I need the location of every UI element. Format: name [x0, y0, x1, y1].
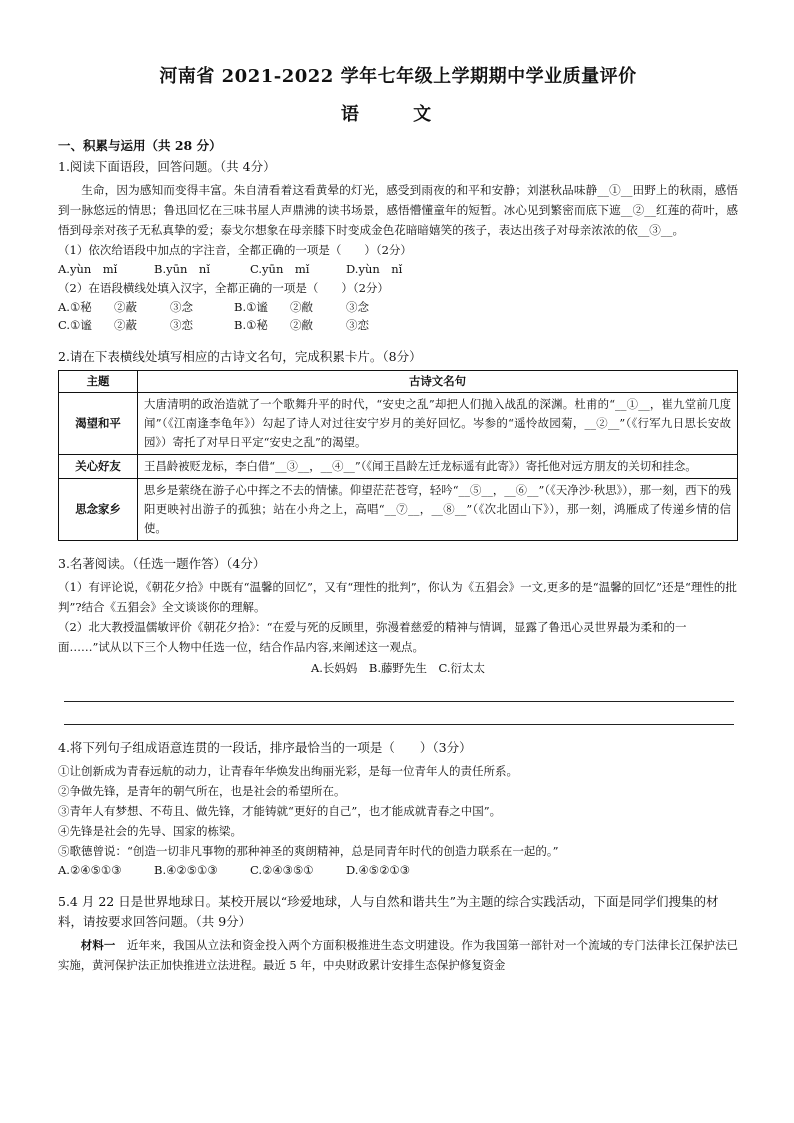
row-topic: 关心好友	[59, 455, 138, 479]
q4-item: ④先锋是社会的先导、国家的栋梁。	[58, 824, 242, 838]
option: ②敝	[290, 300, 313, 314]
option: B.①秘	[234, 318, 268, 332]
row-topic: 渴望和平	[59, 393, 138, 455]
q4-item: ②争做先锋，是青年的朝气所在，也是社会的希望所在。	[58, 784, 346, 798]
q1-sub1-options	[58, 260, 738, 278]
option: B.④②⑤①③	[154, 863, 218, 877]
q1-sub2-options-row2	[58, 316, 738, 334]
option: D.④⑤②①③	[346, 863, 411, 877]
option: C.yūn mǐ	[250, 262, 310, 276]
option: B.yūn nǐ	[154, 262, 211, 276]
option: ②蔽	[114, 318, 137, 332]
q1-sub2: （2）在语段横线处填入汉字，全都正确的一项是（ ）（2分）	[58, 281, 389, 295]
option: A.①秘	[58, 300, 92, 314]
option: C.①谧	[58, 318, 92, 332]
table-row	[59, 479, 738, 541]
option: D.yùn nǐ	[346, 262, 403, 276]
q3-sub2: （2）北大教授温儒敏评价《朝花夕拾》：“在爱与死的反顾里，弥漫着慈爱的精神与情调，显露了鲁迅心灵世界最为柔和的一面……”试从以下三个人物中任选一位，结合作品内容,来阐述这一观点。	[58, 620, 687, 654]
section-heading: 一、积累与运用（共 28 分）	[58, 138, 222, 153]
q4-prompt: 4.将下列句子组成语意连贯的一段话，排序最恰当的一项是（ ）（3分）	[58, 740, 472, 755]
q2-prompt: 2.请在下表横线处填写相应的古诗文名句，完成积累卡片。（8分）	[58, 349, 422, 364]
q3-prompt: 3.名著阅读。（任选一题作答）（4分）	[58, 556, 266, 571]
q1-prompt: 1.阅读下面语段，回答问题。（共 4分）	[58, 159, 276, 174]
row-content: 王昌龄被贬龙标，李白借“__③__，__④__”（《闻王昌龄左迁龙标遥有此寄》）寄托他对远方朋友的关切和挂念。	[138, 455, 738, 479]
row-topic: 思念家乡	[59, 479, 138, 541]
material-label: 材料一	[80, 938, 116, 952]
option: B.①谧	[234, 300, 268, 314]
q3-sub1: （1）有评论说，《朝花夕拾》中既有“温馨的回忆”，又有“理性的批判”，你认为《五猖会》一文,更多的是“温馨的回忆”还是“理性的批判”?结合《五猖会》全文谈谈你的理解。	[58, 580, 737, 614]
q4-options	[58, 861, 738, 879]
q3-options: A.长妈妈 B.藤野先生 C.衍太太	[310, 661, 486, 675]
q5-material	[58, 935, 738, 975]
option: ③恋	[170, 318, 193, 332]
poetry-card-table	[58, 370, 738, 541]
option: ②敝	[290, 318, 313, 332]
table-row	[59, 455, 738, 479]
q1-sub2-options-row1	[58, 298, 738, 316]
material-text: 近年来，我国从立法和资金投入两个方面积极推进生态文明建设。作为我国第一部针对一个流域的专门法律长江保护法已实施，黄河保护法正加快推进立法进程。最近 5 年，中央财政累计安排生态保护修复资金	[58, 938, 738, 972]
q4-item: ①让创新成为青春远航的动力，让青春年华焕发出绚丽光彩，是每一位青年人的责任所系。	[58, 764, 518, 778]
answer-line[interactable]	[64, 702, 734, 725]
row-content: 思乡是萦绕在游子心中挥之不去的情愫。仰望茫茫苍穹，轻吟“__⑤__，__⑥__”（《天净沙·秋思》），那一刻，西下的残阳更映衬出游子的孤独；站在小舟之上，高唱“__⑦__，__⑧__”（《次北固山下》），那一刻，鸿雁成了传递乡情的信使。	[138, 479, 738, 541]
option: C.②④③⑤①	[250, 863, 314, 877]
option: ③念	[346, 300, 369, 314]
subject-title: 语 文	[340, 104, 456, 125]
q1-passage: 生命，因为感知而变得丰富。朱自清看着这看黄晕的灯光，感受到雨夜的和平和安静；刘湛秋品味静__①__田野上的秋雨，感悟到一脉悠远的情思；鲁迅回忆在三味书屋人声鼎沸的读书场景，感悟懵懂童年的短暂。冰心见到繁密而底下遮__②__红莲的荷叶，感悟到母亲对孩子无私真挚的爱；泰戈尔想象在母亲膝下时变成金色花暗暗嬉笑的孩子，表达出孩子对母亲浓浓的依__③__。	[58, 183, 738, 237]
q4-item: ⑤歌德曾说：“创造一切非凡事物的那种神圣的爽朗精神，总是同青年时代的创造力联系在一起的。”	[58, 844, 559, 858]
option: ③恋	[346, 318, 369, 332]
option: A.yùn mǐ	[58, 262, 118, 276]
exam-page	[58, 62, 738, 975]
q5-prompt: 5.4 月 22 日是世界地球日。某校开展以“珍爱地球，人与自然和谐共生”为主题的综合实践活动，下面是同学们搜集的材料，请按要求回答问题。（共 9分）	[58, 894, 719, 929]
q4-item: ③青年人有梦想、不苟且、做先锋，才能铸就“更好的自己”，也才能成就青春之中国”。	[58, 804, 502, 818]
table-row	[59, 393, 738, 455]
option: ②蔽	[114, 300, 137, 314]
option: A.②④⑤①③	[58, 863, 122, 877]
option: ③念	[170, 300, 193, 314]
table-header-topic: 主题	[59, 371, 138, 393]
exam-title: 河南省 2021-2022 学年七年级上学期期中学业质量评价	[159, 66, 637, 87]
q1-sub1: （1）依次给语段中加点的字注音，全都正确的一项是（ ）（2分）	[58, 243, 412, 257]
table-header-poem: 古诗文名句	[138, 371, 738, 393]
answer-line[interactable]	[64, 679, 734, 702]
row-content: 大唐清明的政治造就了一个歌舞升平的时代，“安史之乱”却把人们抛入战乱的深渊。杜甫的“__①__，崔九堂前几度闻”（《江南逢李龟年》）勾起了诗人对过往安宁岁月的美好回忆。岑参的“遥怜故园菊，__②__”（《行军九日思长安故园》）寄托了对早日平定“安史之乱”的渴望。	[138, 393, 738, 455]
